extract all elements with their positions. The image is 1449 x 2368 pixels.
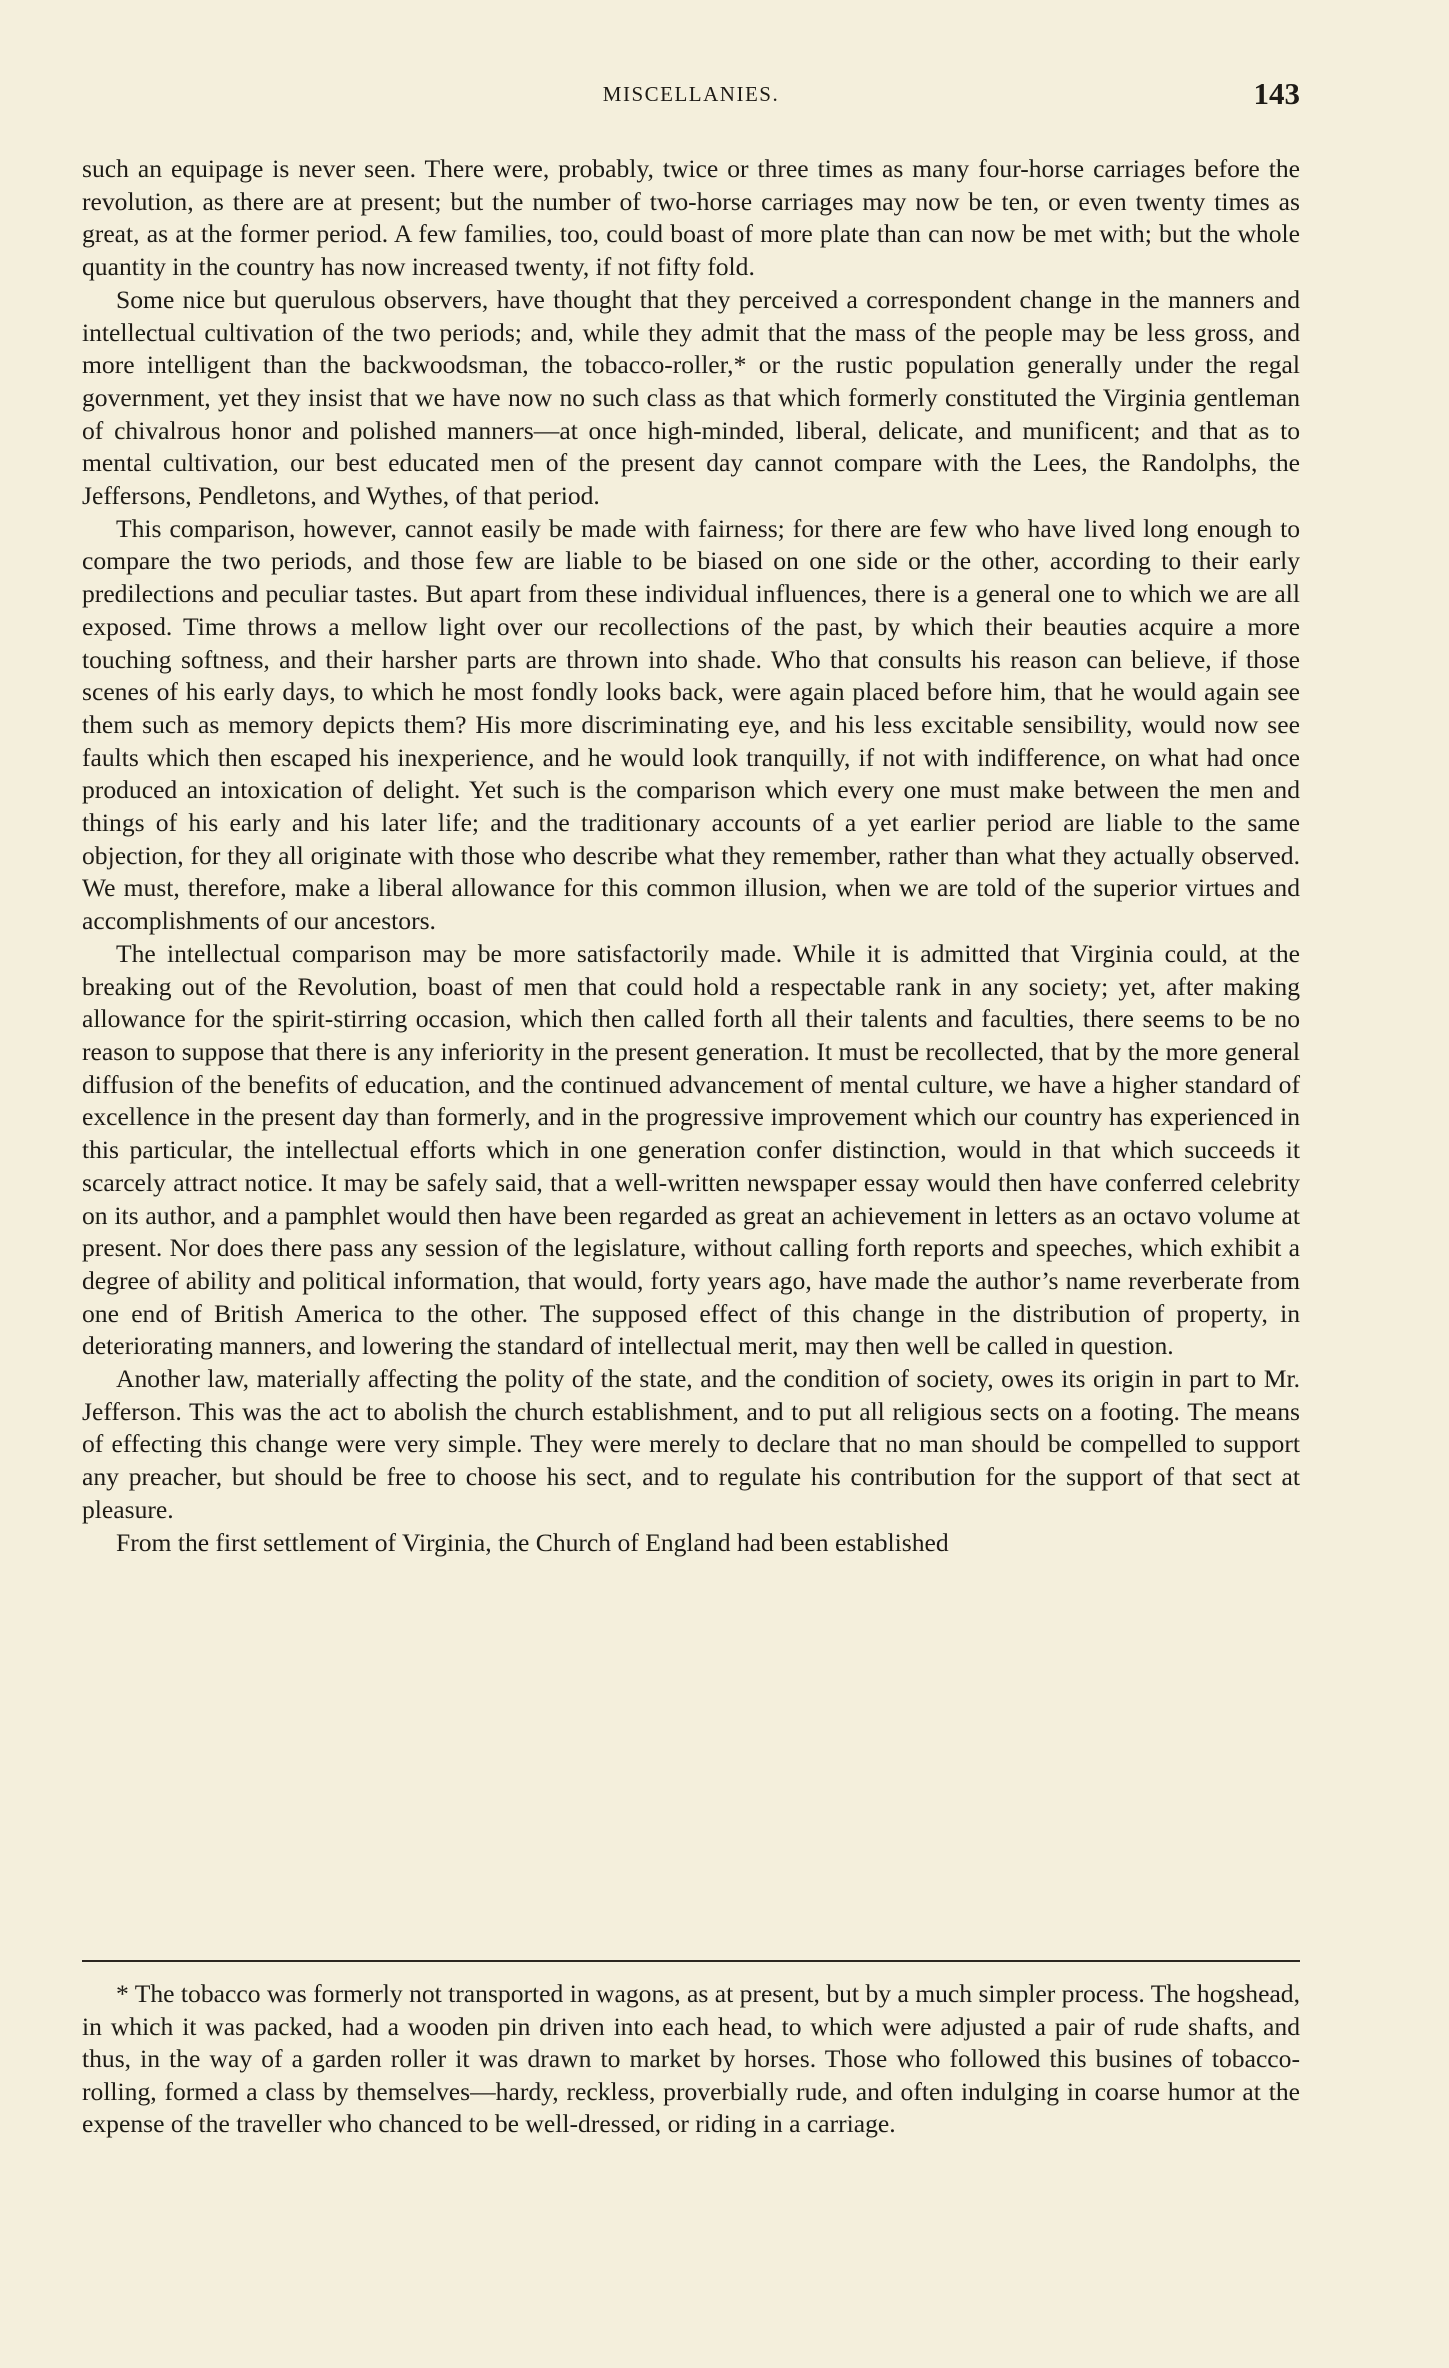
footnote xyxy=(82,1978,1300,2141)
paragraph-4: The intellectual comparison may be more satisfactorily made. While it is admitted that Virginia could, at the breaking out of the Revolution, boast of men that could hold a respectable rank in any society; yet, after making allowance for the spirit-stirring occasion, which then called forth all their talents and faculties, there seems to be no reason to suppose that there is any inferiority in the present generation. It must be recollected, that by the more general diffusion of the benefits of education, and the continued advancement of mental culture, we have a higher standard of excellence in the present day than formerly, and in the progressive improvement which our country has experienced in this particular, the intellectual efforts which in one generation confer distinction, would in that which succeeds it scarcely attract notice. It may be safely said, that a well-written newspaper essay would then have conferred celebrity on its author, and a pamphlet would then have been regarded as great an achievement in letters as an octavo volume at present. Nor does there pass any session of the legislature, without calling forth reports and speeches, which exhibit a degree of ability and political information, that would, forty years ago, have made the author’s name reverberate from one end of British America to the other. The supposed effect of this change in the distribution of property, in deteriorating manners, and lowering the standard of intellectual merit, may then well be called in question. xyxy=(82,938,1300,1361)
page-number: 143 xyxy=(1253,76,1300,111)
paragraph-3: This comparison, however, cannot easily be made with fairness; for there are few who have lived long enough to compare the two periods, and those few are liable to be biased on one side or the other, according to their early predilections and peculiar tastes. But apart from these individual influences, there is a general one to which we are all exposed. Time throws a mellow light over our recollections of the past, by which their beauties acquire a more touching softness, and their harsher parts are thrown into shade. Who that consults his reason can believe, if those scenes of his early days, to which he most fondly looks back, were again placed before him, that he would again see them such as memory depicts them? His more discriminating eye, and his less excitable sensibility, would now see faults which then escaped his inexperience, and he would look tranquilly, if not with indifference, on what had once produced an intoxication of delight. Yet such is the comparison which every one must make between the men and things of his early and his later life; and the traditionary accounts of a yet earlier period are liable to the same objection, for they all originate with those who describe what they remember, rather than what they actually observed. We must, therefore, make a liberal allowance for this common illusion, when we are told of the superior virtues and accomplishments of our ancestors. xyxy=(82,513,1300,936)
paragraph-1: such an equipage is never seen. There were, probably, twice or three times as many four-horse carriages before the revolution, as there are at present; but the number of two-horse carriages may now be ten, or even twenty times as great, as at the former period. A few families, too, could boast of more plate than can now be met with; but the whole quantity in the country has now increased twenty, if not fifty fold. xyxy=(82,154,1300,282)
paragraph-6: From the first settlement of Virginia, the Church of England had been established xyxy=(116,1527,949,1557)
page-header xyxy=(82,74,1300,114)
footnote-text: * The tobacco was formerly not transported in wagons, as at present, but by a much simpler process. The hogshead, in which it was packed, had a wooden pin driven into each head, to which were adjusted a pair of rude shafts, and thus, in the way of a garden roller it was drawn to market by horses. Those who followed this busines of tobacco-rolling, formed a class by themselves—hardy, reckless, proverbially rude, and often indulging in coarse humor at the expense of the traveller who chanced to be well-dressed, or riding in a carriage. xyxy=(82,1979,1300,2138)
running-title: MISCELLANIES. xyxy=(602,82,780,106)
footnote-rule xyxy=(82,1960,1300,1962)
body-text xyxy=(82,153,1300,1559)
paragraph-2: Some nice but querulous observers, have thought that they perceived a correspondent change in the manners and intellectual cultivation of the two periods; and, while they admit that the mass of the people may be less gross, and more intelligent than the backwoodsman, the tobacco-roller,* or the rustic population generally under the regal government, yet they insist that we have now no such class as that which formerly constituted the Virginia gentleman of chivalrous honor and polished manners—at once high-minded, liberal, delicate, and munificent; and that as to mental cultivation, our best educated men of the present day cannot compare with the Lees, the Randolphs, the Jeffersons, Pendletons, and Wythes, of that period. xyxy=(82,284,1300,511)
paragraph-5: Another law, materially affecting the polity of the state, and the condition of society, owes its origin in part to Mr. Jefferson. This was the act to abolish the church establishment, and to put all religious sects on a footing. The means of effecting this change were very simple. They were merely to declare that no man should be compelled to support any preacher, but should be free to choose his sect, and to regulate his contribution for the support of that sect at pleasure. xyxy=(82,1364,1300,1524)
